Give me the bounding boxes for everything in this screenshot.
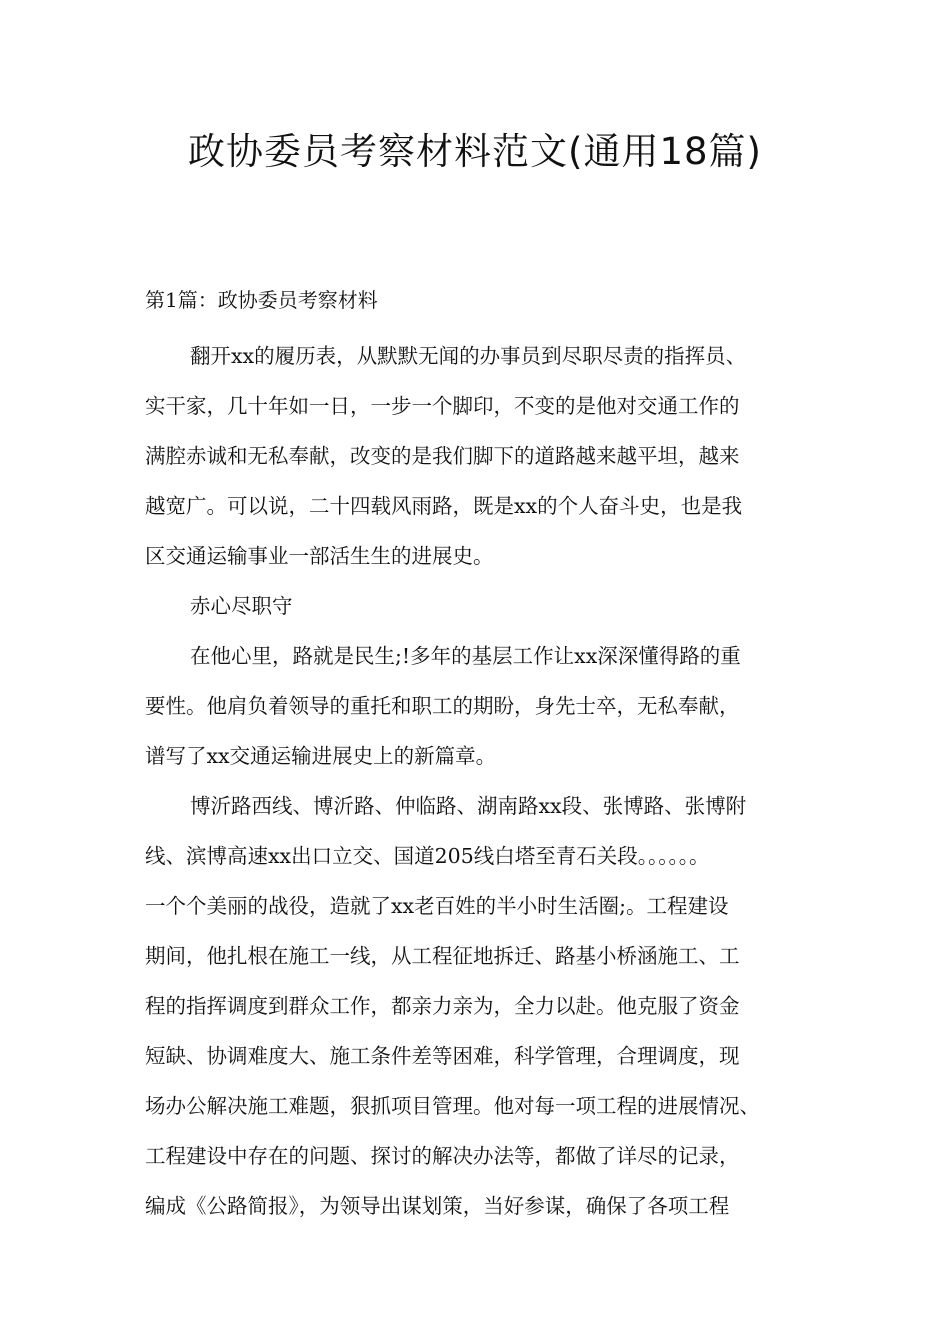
document-body: [145, 282, 815, 1231]
paragraph-line: 区交通运输事业一部活生生的进展史。: [145, 544, 494, 568]
paragraph-line: 实干家，几十年如一日，一步一个脚印，不变的是他对交通工作的: [145, 394, 740, 418]
paragraph-1: [145, 319, 815, 581]
paragraph-line: 场办公解决施工难题，狠抓项目管理。他对每一项工程的进展情况、: [145, 1094, 760, 1118]
paragraph-line: 一个个美丽的战役，造就了xx老百姓的半小时生活圈;。工程建设: [145, 894, 729, 918]
subheading-line: 赤心尽职守: [190, 594, 293, 618]
section-heading: 第1篇：政协委员考察材料: [145, 288, 378, 312]
paragraph-line: 程的指挥调度到群众工作，都亲力亲为，全力以赴。他克服了资金: [145, 994, 740, 1018]
paragraph-line: 短缺、协调难度大、施工条件差等困难，科学管理，合理调度，现: [145, 1044, 740, 1068]
paragraph-line: 工程建设中存在的问题、探讨的解决办法等，都做了详尽的记录，: [145, 1144, 740, 1168]
paragraph-line: 期间，他扎根在施工一线，从工程征地拆迁、路基小桥涵施工、工: [145, 944, 740, 968]
paragraph-line: 谱写了xx交通运输进展史上的新篇章。: [145, 744, 497, 768]
paragraph-line: 要性。他肩负着领导的重托和职工的期盼，身先士卒，无私奉献，: [145, 694, 740, 718]
paragraph-line: 编成《公路简报》，为领导出谋划策，当好参谋，确保了各项工程: [145, 1194, 730, 1218]
paragraph-line: 在他心里，路就是民生;!多年的基层工作让xx深深懂得路的重: [190, 644, 741, 668]
paragraph-line: 越宽广。可以说，二十四载风雨路，既是xx的个人奋斗史，也是我: [145, 494, 743, 518]
paragraph-line: 满腔赤诚和无私奉献，改变的是我们脚下的道路越来越平坦，越来: [145, 444, 740, 468]
paragraph-4: [145, 781, 815, 1231]
paragraph-line: 线、滨博高速xx出口立交、国道205线白塔至青石关段。。。。。。: [145, 844, 710, 868]
paragraph-2: [145, 581, 815, 631]
paragraph-3: [145, 631, 815, 781]
paragraph-line: 博沂路西线、博沂路、仲临路、湖南路xx段、张博路、张博附: [190, 794, 747, 818]
page-title: 政协委员考察材料范文(通用18篇): [188, 130, 762, 173]
paragraph-line: 翻开xx的履历表，从默默无闻的办事员到尽职尽责的指挥员、: [190, 344, 747, 368]
